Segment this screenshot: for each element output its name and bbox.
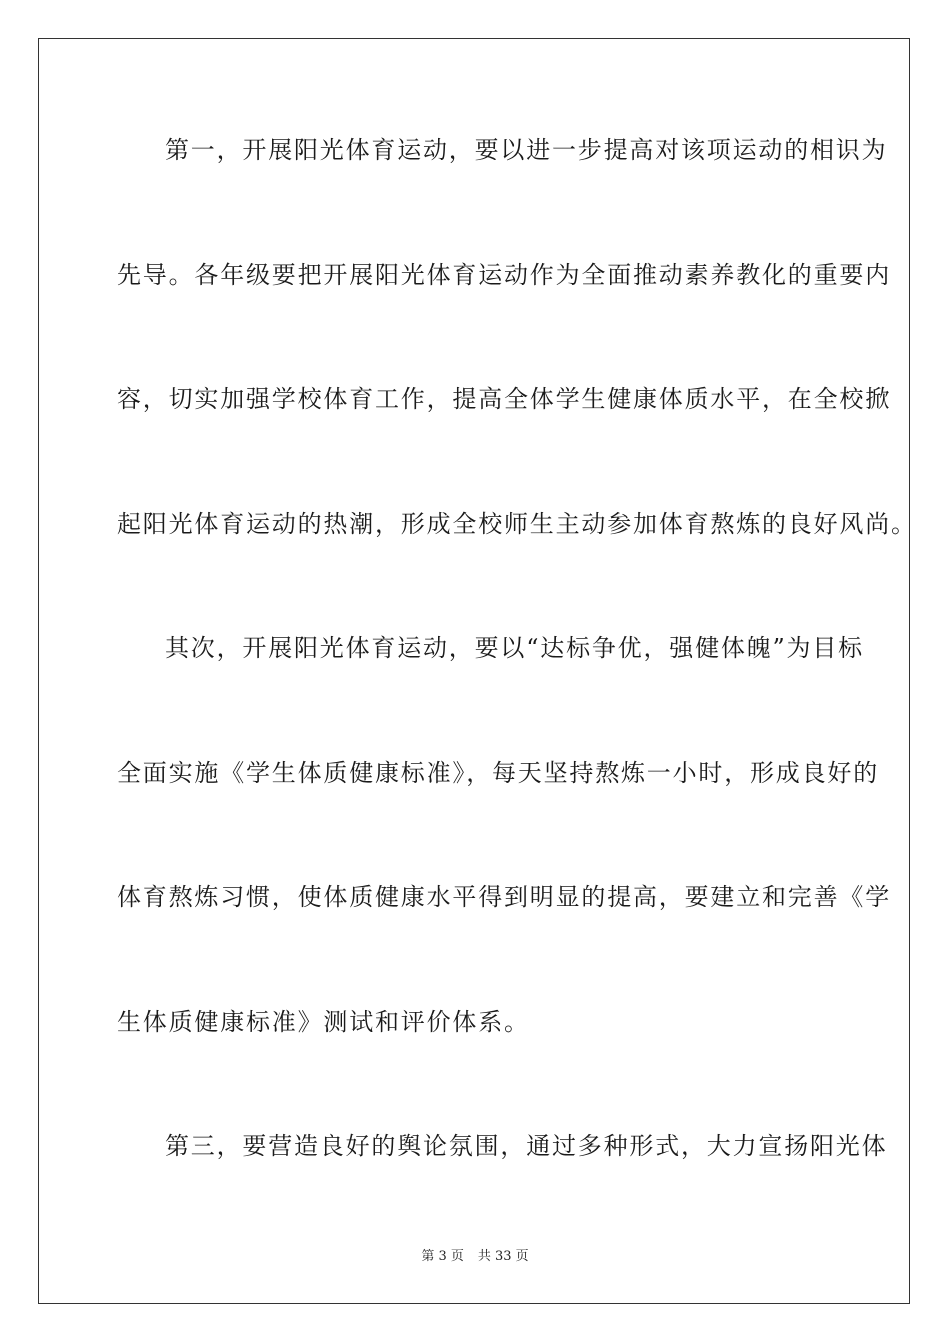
page-total: 共 33 页 <box>477 1249 529 1264</box>
paragraph-2-line-1: 其次，开展阳光体育运动，要以“达标争优，强健体魄”为目标 <box>165 634 864 662</box>
page-border <box>38 38 917 1304</box>
paragraph-1-line-3: 容，切实加强学校体育工作，提高全体学生健康体质水平，在全校掀 <box>117 385 891 413</box>
page-footer <box>0 1248 950 1266</box>
paragraph-1-line-2: 先导。各年级要把开展阳光体育运动作为全面推动素养教化的重要内 <box>117 261 891 289</box>
paragraph-2-line-4: 生体质健康标准》测试和评价体系。 <box>117 1008 530 1036</box>
paragraph-3-line-1: 第三，要营造良好的舆论氛围，通过多种形式，大力宣扬阳光体 <box>165 1132 888 1160</box>
page-number: 第 3 页 <box>421 1249 464 1264</box>
paragraph-1-line-4: 起阳光体育运动的热潮，形成全校师生主动参加体育熬炼的良好风尚。 <box>117 510 917 538</box>
paragraph-1-line-1: 第一，开展阳光体育运动，要以进一步提高对该项运动的相识为 <box>165 136 888 164</box>
paragraph-2-line-3: 体育熬炼习惯，使体质健康水平得到明显的提高，要建立和完善《学 <box>117 883 891 911</box>
paragraph-2-line-2: 全面实施《学生体质健康标准》，每天坚持熬炼一小时，形成良好的 <box>117 759 879 787</box>
